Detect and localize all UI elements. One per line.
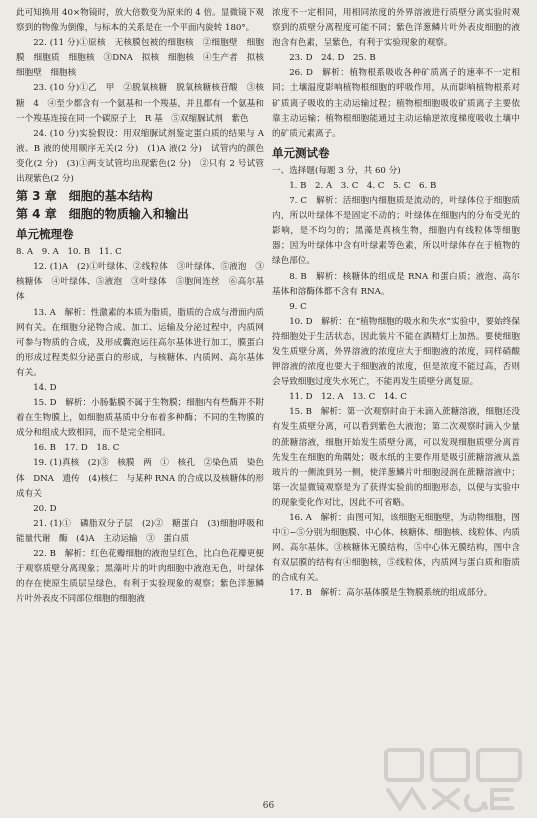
answer-paragraph: 一、选择题(每题 3 分，共 60 分)	[272, 165, 401, 176]
answer-paragraph: 14. D	[33, 382, 57, 393]
answer-paragraph: 22. B 解析：红色花瓣细胞的液泡呈红色，比白色花瓣更便于观察质壁分离现象；黑藻叶片的叶肉细胞中液泡无色，叶绿体的存在使原生质层呈绿色，有利于实验现象的观察；紫色洋葱鳞片叶外表皮不同部位细胞的细胞液	[16, 549, 264, 605]
answer-paragraph: 此可知换用 40×物镜时，放大倍数变为原来的 4 倍。显微镜下观察到的物像为倒像，与标本的关系是在一个平面内旋转 180°。	[16, 8, 264, 34]
left-column	[16, 6, 273, 607]
answer-paragraph: 8. A 9. A 10. B 11. C	[16, 247, 122, 258]
answer-paragraph: 16. B 17. D 18. C	[33, 443, 120, 454]
answer-paragraph: 15. B 解析：第一次观察时由于未滴入蔗糖溶液，细胞还没有发生质壁分离，可以看到紫色大液泡；第二次观察时滴入少量的蔗糖溶液，细胞开始发生质壁分离，可以发现细胞质壁分离首先发生在细胞的角隅处；吸水纸的主要作用是吸引蔗糖溶液从盖玻片的一侧流到另一侧，使洋葱鳞片叶细胞浸润在蔗糖溶液中；第一次显微镜观察是为了获得实验前的细胞形态，以便与实验中的现象变化作对比，因此不可省略。	[272, 407, 520, 508]
chapter-heading: 第 4 章 细胞的物质输入和输出	[16, 207, 189, 222]
section-heading: 单元测试卷	[272, 145, 330, 160]
answer-paragraph: 1. B 2. A 3. C 4. C 5. C 6. B	[289, 180, 437, 191]
answer-paragraph: 23. (10 分)①乙 甲 ②脱氧核糖 脱氧核糖核苷酸 ③核糖 4 ④至少都含有一个氨基和一个羧基，并且都有一个氨基和一个羧基连接在同一个碳原子上 R 基 ⑤双缩脲试剂 紫色	[16, 83, 264, 124]
answer-paragraph: 9. C	[289, 301, 307, 312]
answer-paragraph: 19. (1)真核 (2)③ 核膜 两 ① 核孔 ②染色质 染色体 DNA 遗传 (4)核仁 与某种 RNA 的合成以及核糖体的形成有关	[16, 458, 264, 499]
answer-paragraph: 13. A 解析：性激素的本质为脂质，脂质的合成与滑面内质网有关。在细胞分泌物合成、加工、运输及分泌过程中，内质网可参与物质的合成，及形成囊泡运往高尔基体进行加工，膜蛋白的形成过程类似分泌蛋白的形成，与核糖体、内质网、高尔基体有关。	[16, 307, 264, 378]
answer-paragraph: 12. (1)A (2)①叶绿体、②线粒体 ③叶绿体、⑤液泡 ③核糖体 ④叶绿体、⑤液泡 ③叶绿体 ⑤胞间连丝 ⑥高尔基体	[16, 262, 264, 303]
answer-paragraph: 26. D 解析：植物根系吸收各种矿质离子的速率不一定相同；土壤温度影响植物根细胞的呼吸作用，从而影响植物根系对矿质离子吸收的主动运输过程；植物根细胞吸收矿质离子主要依靠主动运输；植物根细胞能通过主动运输逆浓度梯度吸收土壤中的矿质元素离子。	[272, 68, 520, 139]
chapter-heading: 第 3 章 细胞的基本结构	[16, 189, 153, 204]
answer-paragraph: 7. C 解析：活细胞内细胞质是流动的，叶绿体位于细胞质内，所以叶绿体不是固定不动的；叶绿体在细胞内的分布受光的影响，是不均匀的；黑藻是真核生物，细胞内有线粒体等细胞器；因为叶绿体中含有叶绿素等色素，所以叶绿体存在于植物的绿色部位。	[272, 196, 520, 267]
answer-paragraph: 15. D 解析：小肠黏膜不属于生物膜；细胞内有些酶并不附着在生物膜上，如细胞质基质中分布着多种酶；不同的生物膜的成分和组成大致相同，而不是完全相同。	[16, 398, 264, 439]
section-heading: 单元梳理卷	[16, 227, 74, 242]
page-number: 66	[262, 801, 275, 811]
answer-paragraph: 8. B 解析：核糖体的组成是 RNA 和蛋白质；液泡、高尔基体和溶酶体都不含有 RNA。	[272, 271, 520, 297]
answer-paragraph: 24. (10 分)实验假设：用双缩脲试剂鉴定蛋白质的结果与 A 液、B 液的使用顺序无关(2 分) (1)A 液(2 分) 试管内的颜色变化(2 分) (3)①两支试管均出现紫色(2 分) ②只有 2 号试管出现紫色(2 分)	[16, 128, 264, 185]
answer-paragraph: 浓度不一定相同，用相同浓度的外界溶液进行质壁分离实验时观察到的质壁分离程度可能不同；紫色洋葱鳞片叶外表皮细胞的液泡含有色素，呈紫色，有利于实验现象的观察。	[272, 8, 520, 49]
watermark-logo	[380, 746, 530, 812]
right-column	[272, 6, 520, 602]
answer-paragraph: 10. D 解析：在“植物细胞的吸水和失水”实验中，要始终保持细胞处于生活状态，因此装片不能在酒精灯上加热。要使细胞发生质壁分离，外界溶液的浓度应大于细胞液的浓度，同样硝酸钾溶液的浓度也要大于细胞液的浓度，但是浓度不能过高，否则会导致细胞过度失水死亡，不能再发生质壁分离复原。	[272, 316, 520, 388]
answer-paragraph: 23. D 24. D 25. B	[289, 53, 376, 64]
answer-paragraph: 21. (1)① 磷脂双分子层 (2)② 糖蛋白 (3)细胞呼吸和能量代谢 酶 (4)A 主动运输 ③ 蛋白质	[16, 518, 264, 544]
answer-paragraph: 17. B 解析：高尔基体膜是生物膜系统的组成部分。	[289, 588, 493, 599]
answer-paragraph: 11. D 12. A 13. C 14. C	[289, 392, 407, 403]
answer-paragraph: 16. A 解析：由图可知，该细胞无细胞壁，为动物细胞，图中①~⑤分别为细胞膜、中心体、核糖体、细胞核、线粒体、内质网、高尔基体。③核糖体无膜结构，⑤中心体无膜结构，图中含有双层膜的结构有④细胞核，⑤线粒体，内质网与蛋白质和脂质的合成有关。	[272, 513, 520, 584]
answer-paragraph: 22. (11 分)①原核 无核膜包被的细胞核 ②细胞壁 细胞膜 细胞质 细胞核 ③DNA 拟核 细胞核 ④生产者 拟核 细胞壁 细胞核	[16, 38, 273, 79]
answer-paragraph: 20. D	[33, 503, 57, 514]
